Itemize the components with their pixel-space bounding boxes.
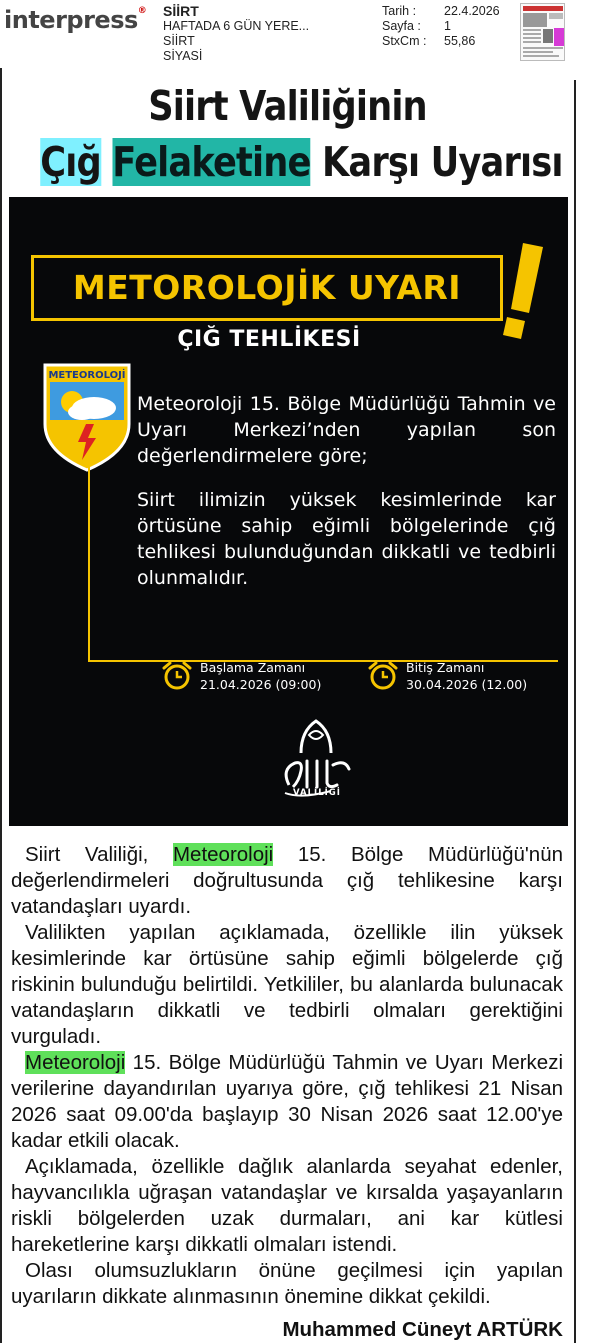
timeline-stem xyxy=(88,467,90,662)
poster-paragraph-1: Meteoroloji 15. Bölge Müdürlüğü Tahmin ve Uyarı Merkezi’nden yapılan son değerlendirmelere göre; xyxy=(137,393,556,467)
article-paragraph-1: Siirt Valiliği, Meteoroloji 15. Bölge Müdürlüğü'nün değerlendirmeleri doğrultusunda çığ tehlikesine karşı vatandaşları uyardı. xyxy=(11,843,564,918)
stxcm-label: StxCm : xyxy=(382,34,427,48)
frame-left-rule xyxy=(0,68,2,1343)
badge-label: METEOROLOJİ xyxy=(48,370,126,381)
headline-highlight-cig: Çığ xyxy=(40,138,101,186)
headline-line-1: Siirt Valiliğinin xyxy=(148,82,427,130)
interpress-logo: interpress® xyxy=(4,6,147,34)
stxcm-value: 55,86 xyxy=(444,34,476,48)
headline-rest: Karşı Uyarısı xyxy=(321,138,563,186)
keyword-highlight: Meteoroloji xyxy=(25,1051,126,1074)
article-body xyxy=(11,842,563,1310)
article-paragraph-3: Meteoroloji 15. Bölge Müdürlüğü Tahmin ve Uyarı Merkezi verilerine dayandırılan uyarıya göre, çığ tehlikesi 21 Nisan 2026 saat 09.00'da başlayıp 30 Nisan 2026 saat 12.00'ye kadar etkili olacak. xyxy=(11,1051,563,1152)
clipping-meta xyxy=(382,4,500,49)
alarm-clock-icon xyxy=(367,660,399,692)
valiligi-logo-text: VALİLİĞİ xyxy=(293,788,341,798)
start-time-label: Başlama Zamanı xyxy=(200,660,306,675)
warning-poster xyxy=(9,197,568,826)
publication-info xyxy=(163,4,309,64)
publication-frequency: HAFTADA 6 GÜN YERE... xyxy=(163,19,310,33)
alarm-clock-icon xyxy=(161,660,193,692)
headline-highlight-felaketine: Felaketine xyxy=(112,138,311,186)
poster-paragraph-2: Siirt ilimizin yüksek kesimlerinde kar örtüsüne sahip eğimli bölgelerinde çığ tehlikesi bulunduğundan dikkatli ve tedbirli olunmalıdır. xyxy=(137,489,556,589)
publication-city: SİİRT xyxy=(163,34,195,48)
frame-right-rule xyxy=(574,80,576,1343)
hazard-subtitle: ÇIĞ TEHLİKESİ xyxy=(177,327,361,352)
warning-banner-title: METOROLOJİK UYARI xyxy=(72,268,462,307)
page-thumbnail[interactable] xyxy=(520,3,565,61)
end-time xyxy=(367,659,527,693)
headline-line-2 xyxy=(40,134,563,190)
start-time xyxy=(161,659,321,693)
date-label: Tarih : xyxy=(382,4,417,18)
article-paragraph-4: Açıklamada, özellikle dağlık alanlarda seyahat edenler, hayvancılıkla uğraşan vatandaşlar ve kırsalda yaşayanların riskli bölgelerden uzak durmaları, ani kar kütlesi hareketlerine karşı dikkatli olmaları istendi. xyxy=(11,1155,563,1256)
meteorology-badge-icon xyxy=(42,362,132,472)
warning-banner xyxy=(31,255,503,321)
headline xyxy=(0,78,575,190)
page-label: Sayfa : xyxy=(382,19,421,33)
keyword-highlight: Meteoroloji xyxy=(172,843,274,866)
start-time-value: 21.04.2026 (09:00) xyxy=(200,677,322,692)
clipping-header xyxy=(0,0,603,70)
author-byline: Muhammed Cüneyt ARTÜRK xyxy=(282,1318,563,1341)
publication-name: SİİRT xyxy=(163,3,199,19)
end-time-label: Bitiş Zamanı xyxy=(406,660,485,675)
end-time-value: 30.04.2026 (12.00) xyxy=(406,677,528,692)
exclamation-icon xyxy=(497,241,545,341)
page-value: 1 xyxy=(444,19,451,33)
article-paragraph-2: Valilikten yapılan açıklamada, özellikle ilin yüksek kesimlerinde kar örtüsüne sahip eğimli bölgelerde çığ riskinin bulunduğu belirtildi. Yetkililer, bu alanlarda bulunacak vatandaşların dikkatli ve tedbirli olmaları gerektiğini vurguladı. xyxy=(11,921,563,1048)
article-paragraph-5: Olası olumsuzlukların önüne geçilmesi için yapılan uyarıların dikkate alınmasının önemine dikkat çekildi. xyxy=(11,1259,563,1308)
date-value: 22.4.2026 xyxy=(444,4,500,18)
publication-category: SİYASİ xyxy=(163,49,203,63)
